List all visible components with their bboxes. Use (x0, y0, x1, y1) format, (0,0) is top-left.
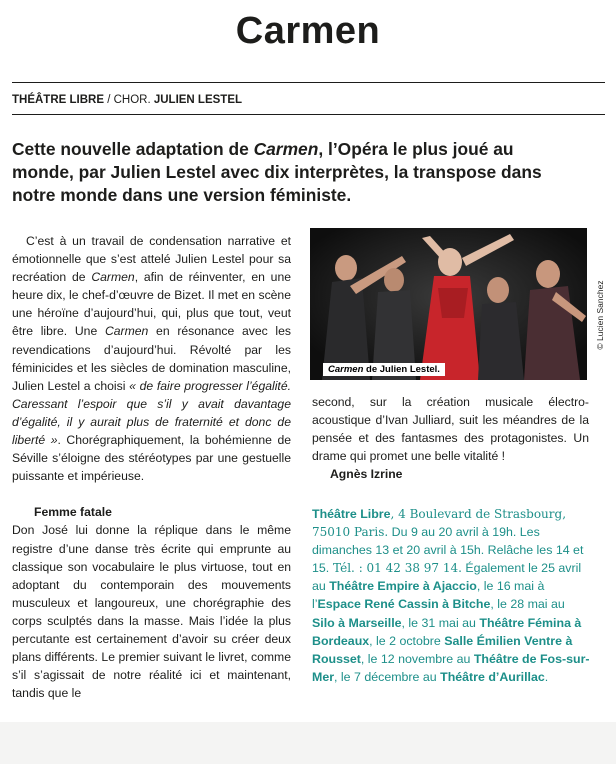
photo-credit-text: © Lucien Sanchez (595, 280, 605, 350)
meta-separator: / CHOR. (104, 94, 154, 106)
info-text: , le 31 mai au (401, 615, 480, 630)
article-meta (12, 94, 242, 106)
spacer (12, 485, 291, 503)
info-tour-venue: Espace René Cassin à Bitche (317, 597, 491, 612)
author-signature: Agnès Izrine (330, 467, 403, 482)
paragraph-2: Don José lui donne la réplique dans le même registre d’une danse très écrite qui emprunte au classique son vocabulaire le plus virtuose, tout en adoptant du contemporain des mouvements musculeux et langoureux, une chorégraphie des corps sculptés dans la masse. Mais l’idée la plus percutante est certainement d’avoir su créer deux plans différents. Le premier suivant le livret, comme s’il s’agissait de notre réalité ici et maintenant, tandis que le (12, 523, 291, 701)
info-tour-venue: Théâtre Fémina à Bordeaux (312, 615, 582, 648)
p1-text-d: . Chorégraphiquement, la bohémienne de Séville s’éloigne des stéréotypes par une gestuelle puissante et impérieuse. (12, 433, 291, 484)
info-text: , le 2 octobre (369, 633, 445, 648)
info-address: , 4 Boulevard de Strasbourg, 75010 Paris. (312, 507, 567, 540)
meta-venue: THÉÂTRE LIBRE (12, 94, 104, 106)
info-paragraph (312, 505, 590, 686)
photo-caption (323, 363, 445, 376)
info-tour-venue: Théâtre d’Aurillac (440, 669, 545, 684)
p1-text-a: C’est à un travail de condensation narrative et émotionnelle que s’est attelé Julien Lestel pour sa recréation de (12, 234, 291, 285)
paragraph-3: second, sur la création musicale électro-acoustique d’Ivan Julliard, suit les méandres de la pensée et des fantasmes des protagonistes. Un drame qui promet une belle vitalité ! (312, 395, 589, 464)
info-dates: Du 9 au 20 avril à 19h. Les dimanches 13 et 20 avril à 15h. Relâche les 14 et 15. (312, 525, 584, 576)
info-text: , le 7 décembre au (334, 669, 441, 684)
lead-italic: Carmen (253, 139, 319, 159)
paragraph-1 (12, 232, 291, 485)
p1-quote: « de faire progresser l’égalité. Caressant l’espoir que s’il y avait davantage d’égalité, il y aurait plus de fraternité et donc de liberté » (12, 378, 291, 448)
info-text: Également le 25 avril au (312, 561, 582, 594)
dancers-image (310, 228, 587, 380)
article-title: Carmen (235, 10, 381, 52)
subhead: Femme fatale (34, 505, 112, 520)
info-tour-venue: Salle Émilien Ventre à Rousset (312, 633, 573, 666)
p1-italic-2: Carmen (104, 324, 149, 339)
lead-text-1: Cette nouvelle adaptation de (12, 139, 254, 159)
top-rule (12, 82, 605, 83)
photo-credit (592, 245, 608, 385)
info-tour-venue: Théâtre Empire à Ajaccio (329, 579, 477, 594)
info-tour-venue: Silo à Marseille (312, 615, 402, 630)
caption-italic: Carmen (328, 364, 364, 375)
info-text: , le 12 novembre au (360, 651, 474, 666)
p1-text-b: , afin de réinventer, en une heure dix, le chef-d’œuvre de Bizet. Il met en scène une héroïne d’aujourd’hui, qui, plus que tout, veut être libre. Une (12, 270, 291, 339)
meta-rule (12, 114, 605, 115)
dance-photo (310, 228, 587, 380)
info-text: . (544, 669, 549, 684)
info-text: , le 28 mai au (490, 597, 565, 612)
column-right (312, 393, 589, 483)
meta-choreographer: JULIEN LESTEL (153, 94, 243, 106)
info-tour-venue: Théâtre de Fos-sur-Mer (312, 651, 590, 684)
practical-info (312, 505, 590, 686)
caption-text: de Julien Lestel. (363, 364, 440, 375)
article-lead (12, 138, 572, 207)
p1-italic-1: Carmen (91, 270, 135, 285)
lead-text-2: , l’Opéra le plus joué au monde, par Julien Lestel avec dix interprètes, la transpose dans notre monde dans une version féministe. (12, 139, 542, 205)
info-phone: Tél. : 01 42 38 97 14. (329, 561, 462, 576)
p1-text-c: en résonance avec les revendications d’aujourd’hui. Révolté par les féminicides et les siècles de domination masculine, Julien Lestel a choisi (12, 324, 291, 393)
column-left (12, 232, 291, 702)
info-text: , le 16 mai à l’ (312, 579, 545, 612)
info-venue: Théâtre Libre (312, 507, 391, 521)
